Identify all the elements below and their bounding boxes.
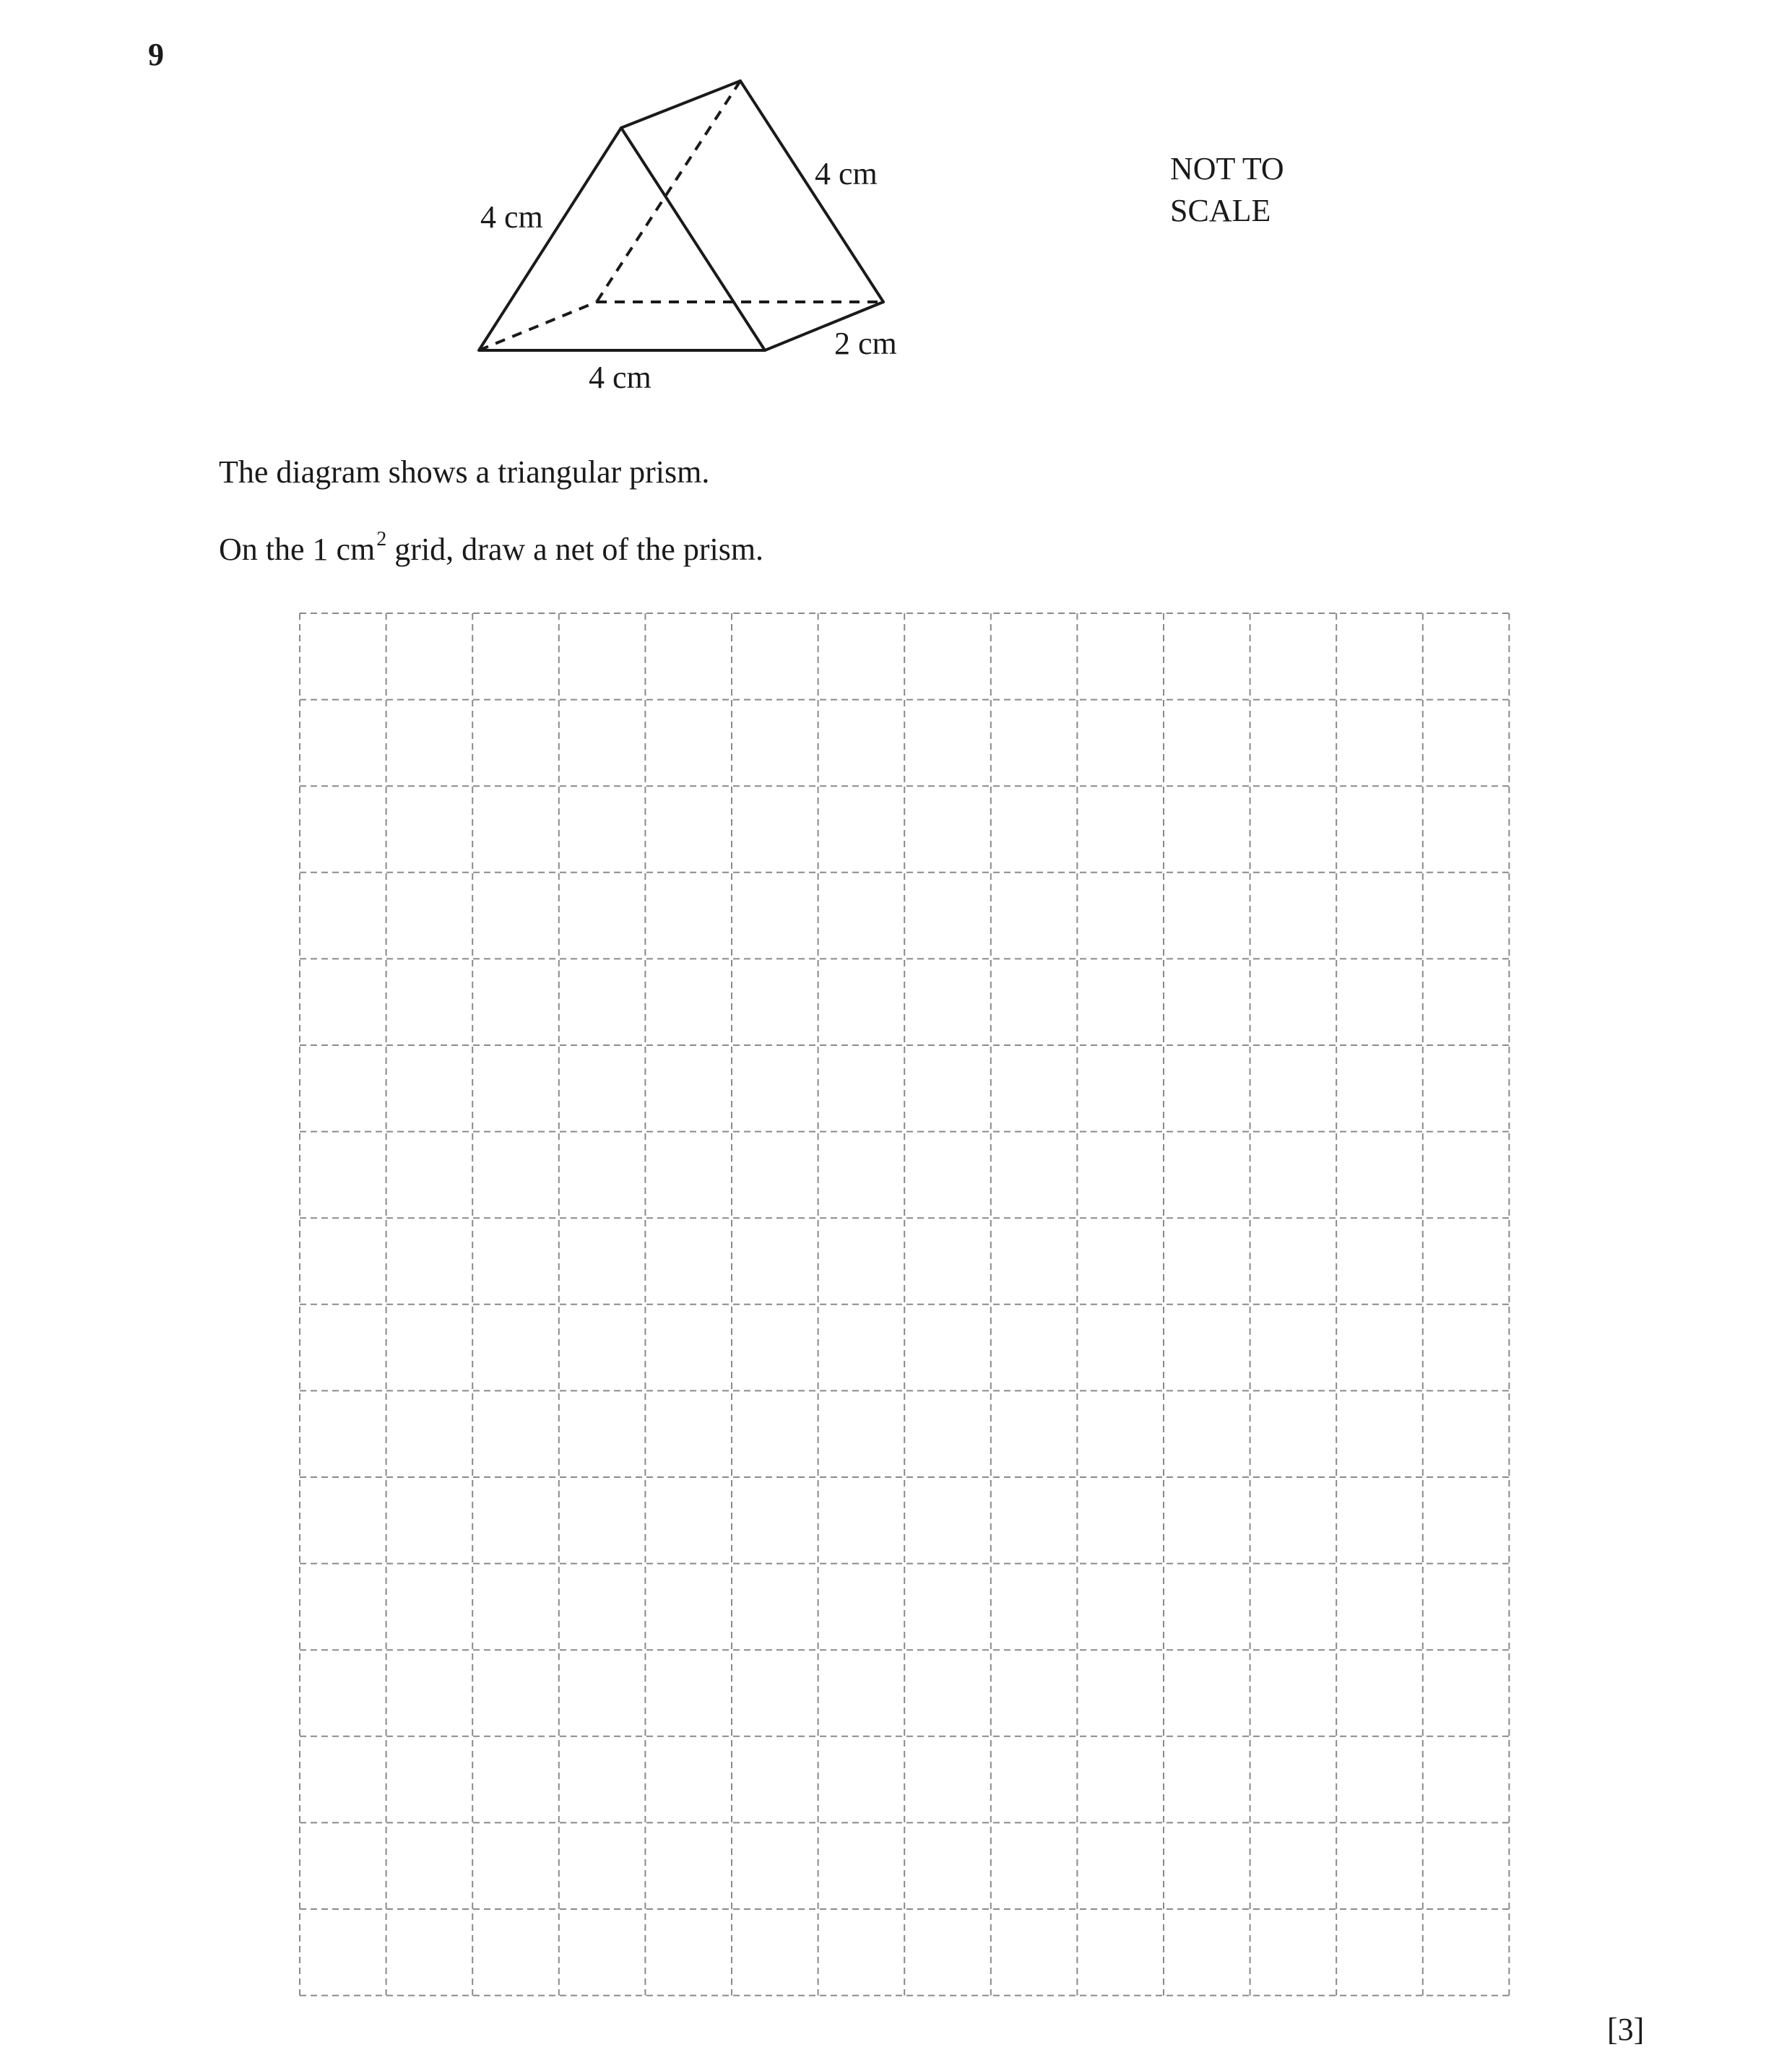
marks-available: [3] xyxy=(1607,2012,1645,2047)
label-base-edge: 4 cm xyxy=(589,360,652,395)
front-face xyxy=(479,128,765,350)
instruction-part-1: On the 1 cm xyxy=(219,532,376,567)
hidden-bottom-left-depth-edge xyxy=(479,302,597,350)
label-left-edge: 4 cm xyxy=(480,199,543,235)
back-right-edge xyxy=(740,81,883,302)
top-ridge-edge xyxy=(621,81,740,128)
instruction-part-2: grid, draw a net of the prism. xyxy=(386,532,764,567)
not-to-scale-note xyxy=(1170,148,1284,232)
triangular-prism-diagram xyxy=(0,0,1792,448)
label-back-right-edge: 4 cm xyxy=(815,156,878,191)
question-number: 9 xyxy=(148,37,164,72)
instruction-superscript: 2 xyxy=(376,528,387,551)
question-statement: The diagram shows a triangular prism. xyxy=(219,454,710,490)
scale-note-line-2: SCALE xyxy=(1170,193,1271,228)
scale-note-line-1: NOT TO xyxy=(1170,151,1284,186)
question-instruction xyxy=(219,528,764,568)
hidden-back-left-edge xyxy=(597,81,740,302)
label-depth-edge: 2 cm xyxy=(834,326,897,361)
